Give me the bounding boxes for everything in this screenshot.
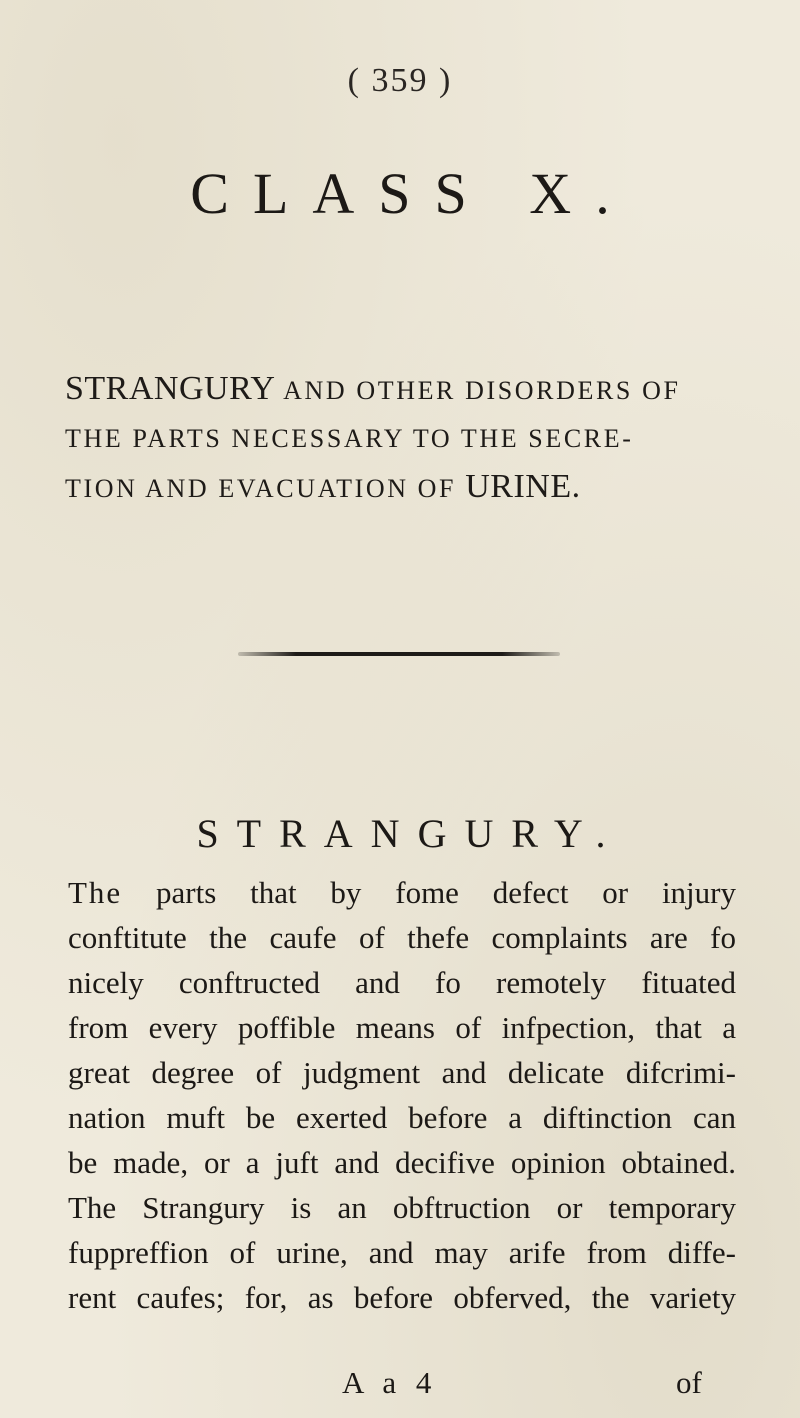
section-heading: STRANGURY. [196, 811, 624, 856]
body-line-text: parts that by fome defect or injury [122, 875, 736, 910]
body-line: conftitute the caufe of thefe complaints are fo [68, 920, 736, 955]
subtitle-strangury: STRANGURY [65, 370, 276, 407]
body-line: nicely conftructed and fo remotely fituated [68, 965, 736, 1000]
body-line: be made, or a juft and decifive opinion obtained. [68, 1145, 736, 1180]
subtitle-line-3 [65, 463, 735, 513]
body-paragraph [68, 870, 736, 1320]
section-divider-rule [238, 652, 560, 656]
signature-mark: A a 4 [342, 1365, 438, 1400]
body-line: nation muft be exerted before a diftinction can [68, 1100, 736, 1135]
body-line-first-word: The [68, 875, 123, 910]
page-footer [0, 1365, 800, 1410]
body-line [68, 870, 736, 915]
subtitle-line-3-start: TION AND EVACUATION OF [65, 474, 466, 503]
chapter-subtitle [65, 365, 735, 513]
body-line: great degree of judgment and delicate difcrimi- [68, 1055, 736, 1090]
subtitle-urine: URINE. [465, 468, 581, 505]
class-title: CLASS X. [190, 161, 634, 226]
subtitle-line-1-rest: AND OTHER DISORDERS OF [275, 376, 681, 405]
body-line: from every poffible means of infpection, that a [68, 1010, 736, 1045]
page-number: ( 359 ) [347, 62, 453, 99]
subtitle-line-2: THE PARTS NECESSARY TO THE SECRE- [65, 424, 634, 453]
body-line: fuppreffion of urine, and may arife from diffe- [68, 1235, 736, 1270]
body-line: The Strangury is an obftruction or temporary [68, 1190, 736, 1225]
body-line: rent caufes; for, as before obferved, the variety [68, 1280, 736, 1315]
subtitle-line-1 [65, 365, 735, 415]
catchword: of [676, 1365, 702, 1400]
